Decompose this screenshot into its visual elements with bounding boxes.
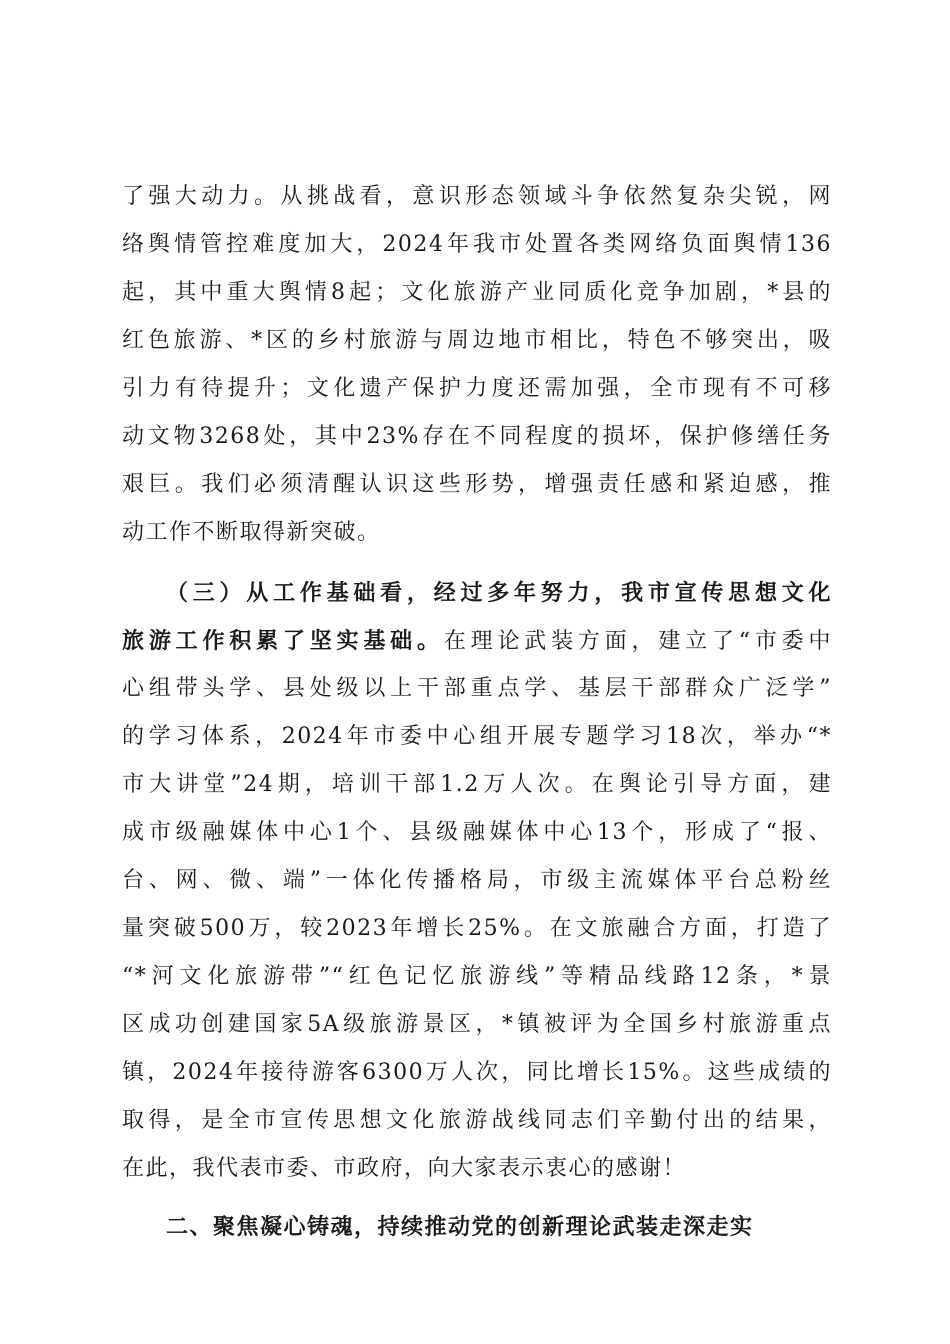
text-line: 量突破500万，较2023年增长25%。在文旅融合方面，打造了 — [122, 916, 832, 941]
text-run: 在理论武装方面，建立了“市委中 — [443, 629, 832, 654]
section-heading — [122, 1203, 832, 1251]
text-line: 心组带头学、县处级以上干部重点学、基层干部群众广泛学” — [122, 676, 832, 701]
text-line: 艰巨。我们必须清醒认识这些形势，增强责任感和紧迫感，推 — [122, 472, 832, 497]
text-line: 动文物3268处，其中23%存在不同程度的损坏，保护修缮任务 — [122, 424, 832, 449]
text-line: 的学习体系，2024年市委中心组开展专题学习18次，举办“* — [122, 724, 832, 749]
paragraph-work-foundation — [122, 569, 832, 1193]
text-line: 起，其中重大舆情8起；文化旅游产业同质化竞争加剧，*县的 — [122, 280, 832, 305]
text-line: 成市级融媒体中心1个、县级融媒体中心13个，形成了“报、 — [122, 820, 832, 845]
text-line: 区成功创建国家5A级旅游景区，*镇被评为全国乡村旅游重点 — [122, 1012, 832, 1037]
text-line: 台、网、微、端”一体化传播格局，市级主流媒体平台总粉丝 — [122, 868, 832, 893]
text-line: 了强大动力。从挑战看，意识形态领域斗争依然复杂尖锐，网 — [122, 184, 832, 209]
document-page — [122, 173, 832, 1251]
text-line: 在此，我代表市委、市政府，向大家表示衷心的感谢！ — [122, 1156, 687, 1181]
subheading-line: （三）从工作基础看，经过多年努力，我市宣传思想文化 — [166, 580, 832, 606]
paragraph-challenges — [122, 173, 832, 557]
section-heading-text: 二、聚焦凝心铸魂，持续推动党的创新理论武装走深走实 — [166, 1214, 754, 1240]
subheading-continuation: 旅游工作积累了坚实基础。 — [122, 628, 444, 654]
text-line: 取得，是全市宣传思想文化旅游战线同志们辛勤付出的结果， — [122, 1108, 832, 1133]
text-line: “*河文化旅游带”“红色记忆旅游线”等精品线路12条，*景 — [122, 964, 832, 989]
text-line: 动工作不断取得新突破。 — [122, 520, 381, 545]
text-line: 红色旅游、*区的乡村旅游与周边地市相比，特色不够突出，吸 — [122, 328, 832, 353]
text-line — [122, 617, 832, 665]
text-line: 市大讲堂”24期，培训干部1.2万人次。在舆论引导方面，建 — [122, 772, 832, 797]
text-line: 络舆情管控难度加大，2024年我市处置各类网络负面舆情136 — [122, 232, 832, 257]
text-line: 镇，2024年接待游客6300万人次，同比增长15%。这些成绩的 — [122, 1060, 832, 1085]
text-line: 引力有待提升；文化遗产保护力度还需加强，全市现有不可移 — [122, 376, 832, 401]
